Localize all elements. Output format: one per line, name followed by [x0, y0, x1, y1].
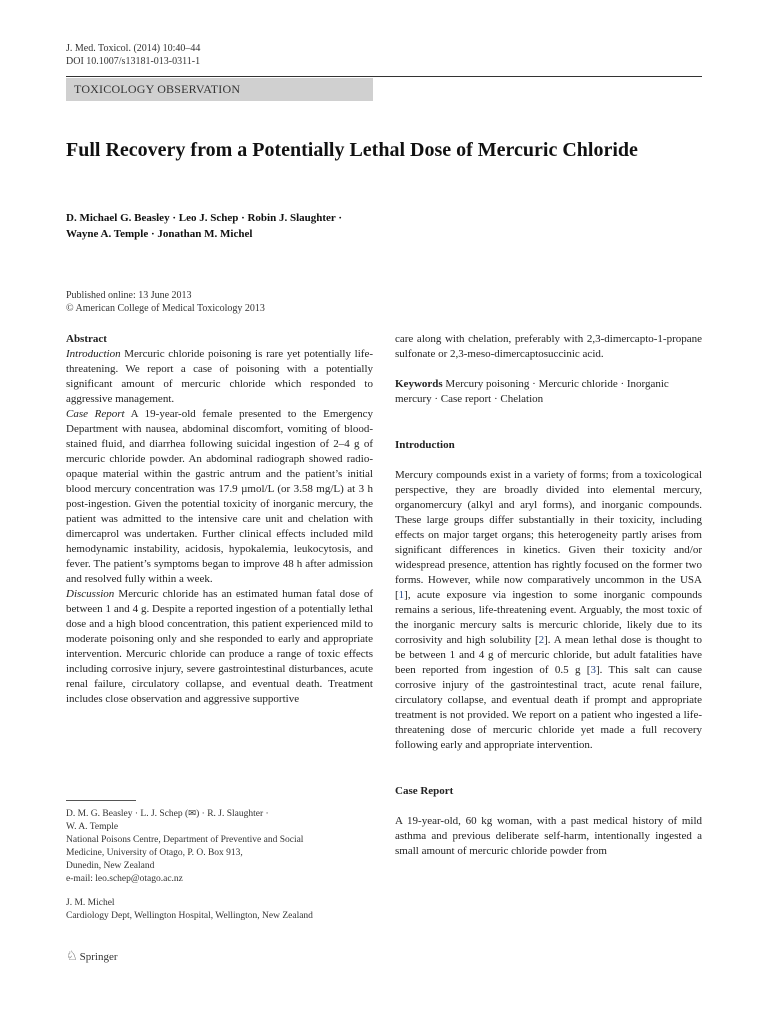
- abstract-case-text: A 19-year-old female presented to the Emergency Department with nausea, abdominal discomfort, vomiting of blood-stained fluid, and diarrhea following suicidal ingestion of 2–4 g of mercuric chloride powder. An abdominal radiograph showed radio-opaque material within the gastric antrum and the patient’s initial blood mercury concentration was 17.9 µmol/L (or 3.58 mg/L) at 3 h post-ingestion. Given the potential toxicity of inorganic mercury, the patient was admitted to the intensive care unit and chelation with dimercaprol was undertaken. Further clinical effects included mild hemodynamic instability, acidosis, hypokalemia, leukocytosis, and fever. The patient’s symptoms began to improve 48 h after admission and resolved fully within a week.: [66, 408, 373, 585]
- abstract-intro-label: Introduction: [66, 348, 121, 360]
- reference-link-3[interactable]: 3: [590, 664, 596, 676]
- abstract-continuation: care along with chelation, preferably with 2,3-dimercapto-1-propane sulfonate or 2,3-meso-dimercaptosuccinic acid.: [395, 333, 702, 360]
- right-column: [395, 332, 702, 859]
- publication-info: [66, 289, 265, 315]
- reference-link-2[interactable]: 2: [538, 634, 545, 646]
- abstract-discussion-label: Discussion: [66, 588, 115, 600]
- intro-text-3: ]. A mean lethal dose is thought to be between 1 and 4 g of mercuric chloride, but adult fatalities have been reported from ingestion of 0.5 g [: [395, 634, 702, 676]
- keywords-label: Keywords: [395, 378, 443, 390]
- affiliation-line: J. M. Michel: [66, 898, 115, 908]
- publisher-footer: [66, 948, 118, 964]
- published-date: Published online: 13 June 2013: [66, 290, 192, 301]
- header-rule: [66, 76, 702, 77]
- affiliation-line: W. A. Temple: [66, 822, 119, 832]
- abstract-intro-text: Mercuric chloride poisoning is rare yet potentially life-threatening. We report a case of poisoning with a potentially significant amount of mercuric chloride which responded to aggressive management.: [66, 348, 373, 405]
- case-report-heading: Case Report: [395, 785, 454, 797]
- author-list: [66, 210, 466, 242]
- reference-link-1[interactable]: 1: [398, 589, 405, 601]
- affiliation-rule: [66, 800, 136, 801]
- keywords-text: Mercury poisoning · Mercuric chloride · Inorganic mercury · Case report · Chelation: [395, 378, 669, 405]
- journal-citation: [66, 42, 200, 68]
- authors-line-2: Wayne A. Temple · Jonathan M. Michel: [66, 228, 253, 240]
- section-band: TOXICOLOGY OBSERVATION: [66, 78, 373, 101]
- intro-text-2: ], acute exposure via ingestion to some inorganic compounds remains a serious, life-threatening event. Arguably, the most toxic of the inorganic mercury salts is mercuric chloride, likely due to its corrosivity and high solubility [: [395, 589, 702, 646]
- doi-line: DOI 10.1007/s13181-013-0311-1: [66, 56, 201, 67]
- abstract-discussion: [66, 587, 373, 707]
- springer-horse-icon: ♘: [66, 948, 78, 963]
- introduction-body: [395, 468, 702, 753]
- affiliation-line: Cardiology Dept, Wellington Hospital, Wellington, New Zealand: [66, 911, 313, 921]
- intro-text-4: ]. This salt can cause corrosive injury of the gastrointestinal tract, acute renal failure, circulatory collapse, and eventual death if prompt and appropriate treatment is not provided. We report on a patient who ingested a life-threatening dose of mercuric chloride yet made a full recovery following early and appropriate intervention.: [395, 664, 702, 751]
- affiliations: [66, 808, 373, 923]
- abstract-introduction: [66, 347, 373, 407]
- abstract-heading: Abstract: [66, 333, 107, 345]
- journal-line: J. Med. Toxicol. (2014) 10:40–44: [66, 43, 201, 54]
- abstract-discussion-text: Mercuric chloride has an estimated human fatal dose of between 1 and 4 g. Despite a reported ingestion of a potentially lethal dose and a high blood concentration, this patient experienced mild to moderate poisoning only and she responded to early and appropriate intervention. Mercuric chloride can produce a range of toxic effects including corrosive injury, severe gastrointestinal disturbances, acute renal failure, circulatory collapse, and eventual death. Treatment includes close observation and aggressive supportive: [66, 588, 373, 705]
- affiliation-spacer: [66, 886, 373, 897]
- abstract-case-label: Case Report: [66, 408, 125, 420]
- introduction-heading: Introduction: [395, 439, 455, 451]
- affiliation-line: Dunedin, New Zealand: [66, 861, 155, 871]
- affiliation-line: D. M. G. Beasley · L. J. Schep (✉) · R. J. Slaughter ·: [66, 809, 269, 819]
- affiliation-email[interactable]: e-mail: leo.schep@otago.ac.nz: [66, 874, 183, 884]
- keywords: [395, 377, 702, 407]
- copyright-line: © American College of Medical Toxicology 2013: [66, 303, 265, 314]
- case-report-body: A 19-year-old, 60 kg woman, with a past medical history of mild asthma and previous deliberate self-harm, intentionally ingested a small amount of mercuric chloride powder from: [395, 815, 702, 857]
- article-title: Full Recovery from a Potentially Lethal Dose of Mercuric Chloride: [66, 139, 638, 161]
- affiliation-line: National Poisons Centre, Department of Preventive and Social: [66, 835, 304, 845]
- affiliation-line: Medicine, University of Otago, P. O. Box 913,: [66, 848, 243, 858]
- intro-text-1: Mercury compounds exist in a variety of forms; from a toxicological perspective, they are broadly divided into elemental mercury, organomercury (alkyl and aryl forms), and inorganic compounds. These large groups differ substantially in their toxicity, including effects on major target organs; this heterogeneity partly arises from significant differences in kinetics. Given their toxicity and/or widespread presence, attention has rightly focused on the former two forms. However, while now comparatively uncommon in the USA [: [395, 469, 702, 601]
- abstract-case-report: [66, 407, 373, 587]
- publisher-name: Springer: [79, 951, 118, 963]
- left-column: [66, 332, 373, 707]
- authors-line-1: D. Michael G. Beasley · Leo J. Schep · Robin J. Slaughter ·: [66, 212, 343, 224]
